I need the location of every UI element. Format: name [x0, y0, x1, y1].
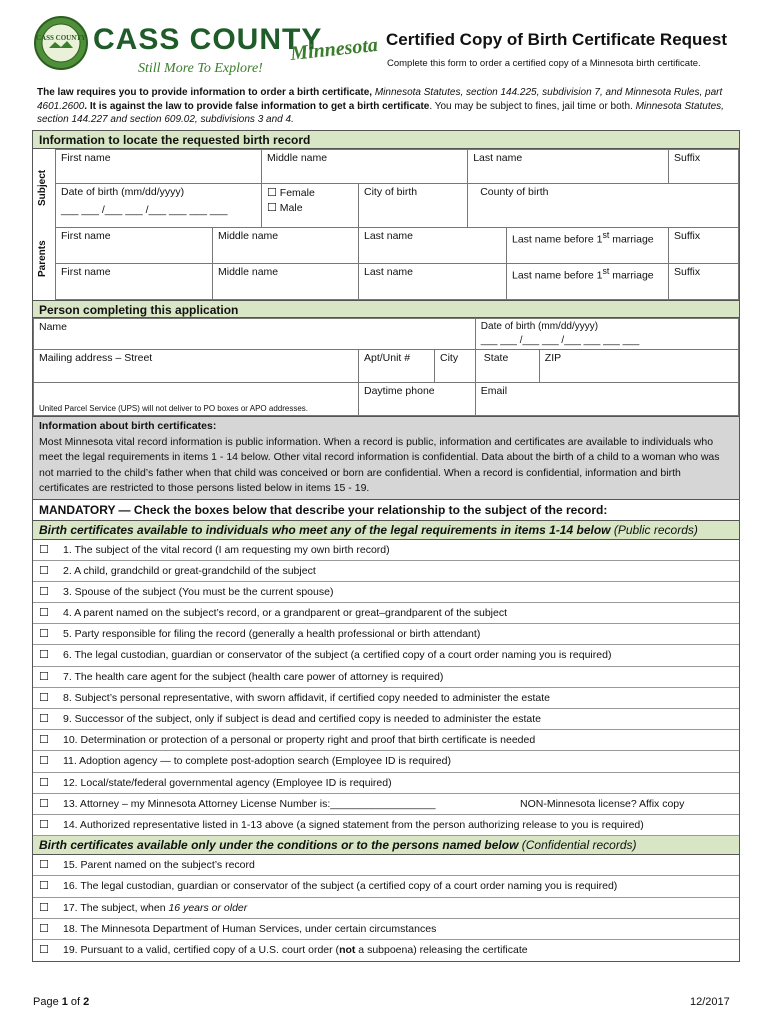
item-text: 18. The Minnesota Department of Human Services, under certain circumstances — [63, 922, 437, 935]
subject-dob-label: Date of birth (mm/dd/yyyy) — [61, 186, 185, 198]
locate-heading: Information to locate the requested birth record — [33, 131, 739, 149]
apt-field[interactable] — [359, 350, 435, 383]
parent2-middle-name-field[interactable] — [213, 264, 359, 300]
logo-seal-text: CASS COUNTY — [36, 34, 86, 42]
email-field[interactable] — [475, 383, 738, 416]
parent1-maiden-label: Last name before 1 — [512, 233, 603, 246]
applicant-name-label: Name — [39, 321, 68, 333]
list-item[interactable] — [33, 561, 739, 582]
subject-suffix-label: Suffix — [674, 152, 701, 164]
item-checkbox[interactable]: ☐ — [39, 775, 49, 789]
list-item[interactable] — [33, 667, 739, 688]
item-text: 13. Attorney – my Minnesota Attorney License Number is:__________________ — [63, 797, 436, 810]
subject-suffix-field[interactable] — [669, 150, 739, 184]
city-field[interactable] — [435, 350, 476, 383]
male-option[interactable] — [267, 201, 353, 214]
male-checkbox[interactable]: ☐ — [266, 201, 277, 214]
parent1-last-name-label: Last name — [363, 230, 414, 242]
item-text: 7. The health care agent for the subject (health care power of attorney is required) — [63, 670, 444, 683]
applicant-dob-label: Date of birth (mm/dd/yyyy) — [480, 321, 599, 332]
mandatory-heading: MANDATORY — Check the boxes below that describe your relationship to the subject of the record: — [33, 499, 739, 521]
logo-tagline: Still More To Explore! — [138, 61, 263, 76]
item-checkbox[interactable]: ☐ — [39, 921, 49, 935]
item-checkbox[interactable]: ☐ — [39, 796, 49, 810]
item-checkbox[interactable]: ☐ — [39, 712, 49, 725]
parent2-middle-name-label: Middle name — [218, 266, 279, 278]
item-text: 14. Authorized representative listed in 1-13 above (a signed statement from the person authorizing release to you is required) — [63, 818, 644, 831]
logo-state-text: Minnesota — [289, 33, 379, 65]
item-text: 2. A child, grandchild or great-grandchild of the subject — [63, 564, 316, 577]
street-field[interactable] — [34, 350, 359, 383]
parent2-maiden-tail: marriage — [609, 269, 654, 282]
county-of-birth-label: County of birth — [480, 186, 549, 198]
ups-note: United Parcel Service (UPS) will not deliver to PO boxes or APO addresses. — [34, 383, 359, 416]
parent1-suffix-field[interactable] — [669, 228, 739, 264]
phone-field[interactable] — [359, 383, 476, 416]
item17-italic: 16 years or older — [168, 901, 248, 914]
apt-label: Apt/Unit # — [364, 352, 411, 364]
list-item[interactable] — [33, 688, 739, 709]
form-frame — [32, 130, 740, 962]
item13-right-note: NON-Minnesota license? Affix copy — [520, 797, 685, 810]
item-text: 10. Determination or protection of a personal or property right and proof that birth certificate is needed — [63, 734, 536, 747]
parent2-last-name-label: Last name — [363, 266, 414, 278]
item-text: 9. Successor of the subject, only if subject is dead and certified copy is needed to administer the estate — [63, 713, 542, 725]
phone-label: Daytime phone — [364, 385, 435, 397]
state-label: State — [483, 352, 509, 364]
parent2-first-name-field[interactable] — [56, 264, 213, 300]
applicant-dob-field[interactable] — [475, 319, 738, 350]
page-number — [33, 996, 89, 1008]
city-of-birth-label: City of birth — [363, 186, 418, 198]
page-prefix: Page — [33, 996, 62, 1008]
parent2-maiden-name-field[interactable] — [507, 264, 669, 300]
info-heading: Information about birth certificates: — [39, 420, 217, 432]
item-text: 19. Pursuant to a valid, certified copy of a U.S. court order ( — [63, 943, 340, 956]
item-checkbox[interactable]: ☐ — [39, 563, 49, 577]
law-notice-warning: . It is against the law to provide false information to get a birth certificate — [84, 100, 430, 112]
street-label: Mailing address – Street — [39, 352, 153, 364]
item-text: 4. A parent named on the subject’s record, or a grandparent or great–grandparent of the subject — [63, 607, 508, 620]
item-text: 8. Subject’s personal representative, with sworn affidavit, if certified copy needed to administer the estate — [63, 691, 550, 704]
state-field[interactable] — [475, 350, 539, 383]
public-items-list — [33, 540, 739, 837]
item-checkbox[interactable]: ☐ — [39, 817, 49, 831]
county-of-birth-field[interactable] — [468, 184, 739, 228]
item-text: 11. Adoption agency — to complete post-adoption search (Employee ID is required) — [63, 755, 451, 768]
item-text: 17. The subject, when — [63, 901, 169, 914]
parent1-middle-name-field[interactable] — [213, 228, 359, 264]
list-item[interactable] — [33, 751, 739, 772]
list-item[interactable] — [33, 645, 739, 666]
logo-graphic — [33, 12, 383, 78]
confidential-section-title: Birth certificates available only under the conditions or to the persons named below — [39, 838, 519, 853]
law-notice — [37, 86, 737, 127]
list-item[interactable] — [33, 940, 739, 961]
city-label: City — [440, 352, 459, 364]
public-section-heading — [33, 521, 739, 540]
male-label: Male — [279, 202, 303, 214]
email-label: Email — [480, 385, 508, 397]
item-checkbox[interactable]: ☐ — [39, 606, 49, 620]
law-notice-statute: Minnesota Statutes, section 144.225, subdivision 7, and Minnesota Rules, part 4601.2600 — [37, 87, 723, 112]
subject-last-name-field[interactable] — [468, 150, 669, 184]
parent1-maiden-name-field[interactable] — [507, 228, 669, 264]
law-notice-lead: The law requires you to provide information to order a birth certificate, — [37, 87, 373, 98]
locate-section — [33, 149, 739, 300]
parent1-maiden-sup: st — [602, 230, 610, 240]
subject-first-name-label: First name — [61, 152, 111, 164]
item-checkbox[interactable]: ☐ — [39, 754, 49, 768]
subject-middle-name-field[interactable] — [261, 150, 467, 184]
item-checkbox[interactable]: ☐ — [39, 669, 49, 683]
parent1-middle-name-label: Middle name — [218, 230, 279, 242]
parent1-suffix-label: Suffix — [674, 230, 701, 242]
page-subtitle: Complete this form to order a certified copy of a Minnesota birth certificate. — [387, 58, 701, 69]
list-item[interactable] — [33, 794, 739, 815]
list-item[interactable] — [33, 898, 739, 919]
parent2-suffix-label: Suffix — [674, 266, 701, 278]
city-of-birth-field[interactable] — [358, 184, 467, 228]
confidential-section-heading — [33, 836, 739, 855]
subject-first-name-field[interactable] — [56, 150, 262, 184]
item-checkbox[interactable]: ☐ — [39, 858, 49, 872]
item-checkbox[interactable]: ☐ — [39, 942, 49, 956]
list-item[interactable] — [33, 624, 739, 645]
parent2-suffix-field[interactable] — [669, 264, 739, 300]
parent2-maiden-sup: st — [602, 266, 610, 276]
info-box — [33, 416, 739, 499]
female-option[interactable] — [267, 186, 353, 199]
page-total: 2 — [83, 996, 90, 1008]
applicant-table — [33, 318, 739, 416]
item-text: 3. Spouse of the subject (You must be the current spouse) — [63, 585, 334, 598]
subject-dob-blank: ___ ___ /___ ___ /___ ___ ___ ___ — [61, 204, 228, 216]
parents-side-label: Parents — [37, 240, 48, 278]
law-notice-statute-2: Minnesota Statutes, section 144.227 and section 609.02, subdivisions 3 and 4. — [37, 100, 724, 125]
item-text: 12. Local/state/federal governmental agency (Employee ID is required) — [63, 776, 392, 789]
parent1-maiden-tail: marriage — [609, 233, 654, 246]
cass-county-logo — [33, 12, 383, 78]
list-item[interactable] — [33, 603, 739, 624]
item-text: 5. Party responsible for filing the record (generally a health professional or birth attendant) — [63, 628, 481, 641]
applicant-heading: Person completing this application — [33, 300, 739, 318]
subject-middle-name-label: Middle name — [266, 152, 328, 164]
parent1-first-name-label: First name — [61, 230, 111, 242]
parent2-last-name-field[interactable] — [358, 264, 506, 300]
list-item[interactable] — [33, 540, 739, 561]
item19-tail: a subpoena) releasing the certificate — [355, 943, 528, 956]
page-of: of — [67, 996, 84, 1008]
logo-main-text: CASS COUNTY — [93, 23, 323, 56]
list-item[interactable] — [33, 730, 739, 751]
item-text: 16. The legal custodian, guardian or conservator of the subject (a certified copy of a court order naming you is required) — [63, 880, 618, 893]
applicant-name-field[interactable] — [34, 319, 476, 350]
public-section-title: Birth certificates available to individuals who meet any of the legal requirements in items 1-14 below — [39, 522, 611, 537]
parent2-maiden-label: Last name before 1 — [512, 269, 603, 282]
zip-label: ZIP — [544, 352, 562, 364]
item-checkbox[interactable]: ☐ — [39, 584, 49, 598]
confidential-items-list — [33, 855, 739, 961]
page-title: Certified Copy of Birth Certificate Request — [386, 30, 727, 49]
law-notice-penalty: . You may be subject to fines, jail time or both. — [429, 100, 636, 112]
item-checkbox[interactable]: ☐ — [39, 542, 49, 556]
zip-field[interactable] — [539, 350, 738, 383]
item19-bold: not — [339, 943, 356, 956]
list-item[interactable] — [33, 773, 739, 794]
subject-side-label: Subject — [37, 169, 48, 207]
female-label: Female — [279, 187, 315, 199]
info-body: Most Minnesota vital record information is public information. When a record is public, information and certificates are available to individuals who meet the legal requirements in items 1 - 14 below. Other vital record information is confidential. Data about the birth of a child to a woman who was not married to the child’s father when that child was conceived or born are confidential. When a record is confidential, information and birth certificates are restricted to those persons listed below in items 15 - 19. — [39, 435, 720, 494]
item-checkbox[interactable]: ☐ — [39, 900, 49, 914]
list-item[interactable] — [33, 582, 739, 603]
subject-dob-field[interactable] — [56, 184, 262, 228]
sex-options — [261, 184, 358, 228]
item-text: 6. The legal custodian, guardian or conservator of the subject (a certified copy of a court order naming you is required) — [63, 649, 612, 662]
parent2-first-name-label: First name — [61, 266, 111, 278]
parent1-first-name-field[interactable] — [56, 228, 213, 264]
subject-last-name-label: Last name — [473, 152, 523, 164]
item-checkbox[interactable]: ☐ — [39, 879, 49, 893]
item-text: 1. The subject of the vital record (I am requesting my own birth record) — [63, 543, 390, 556]
public-section-tag: (Public records) — [610, 522, 698, 537]
list-item[interactable] — [33, 709, 739, 730]
page-num: 1 — [61, 996, 68, 1008]
female-checkbox[interactable]: ☐ — [266, 186, 277, 199]
item-checkbox[interactable]: ☐ — [39, 733, 49, 747]
confidential-section-tag: (Confidential records) — [518, 838, 637, 853]
item-checkbox[interactable]: ☐ — [39, 648, 49, 662]
list-item[interactable] — [33, 815, 739, 836]
list-item[interactable] — [33, 876, 739, 897]
item-checkbox[interactable]: ☐ — [39, 690, 49, 704]
list-item[interactable] — [33, 919, 739, 940]
item-checkbox[interactable]: ☐ — [39, 627, 49, 641]
form-date: 12/2017 — [690, 996, 730, 1008]
applicant-dob-blank: ___ ___ /___ ___ /___ ___ ___ ___ — [480, 335, 640, 346]
list-item[interactable] — [33, 855, 739, 876]
parent1-last-name-field[interactable] — [358, 228, 506, 264]
item-text: 15. Parent named on the subject’s record — [63, 859, 255, 872]
locate-table — [55, 149, 739, 300]
